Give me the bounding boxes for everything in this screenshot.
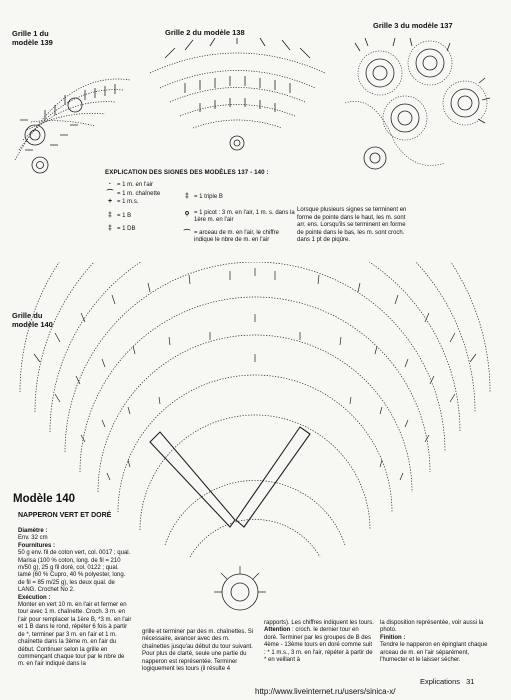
finition-text: Tendre le napperon en épinglant chaque arceau de m. en l'air séparément, l'humecter et le laisser sécher.	[380, 642, 488, 664]
legend-item-label: = 1 m. chaînette	[117, 190, 161, 197]
source-url: http://www.liveinternet.ru/users/sinica-x/	[255, 687, 396, 696]
column-4-text: la disposition représentée, voir aussi la photo.	[380, 620, 484, 634]
grille-3-title: Grille 3 du modèle 137	[373, 21, 453, 30]
legend-title: EXPLICATION DES SIGNES DES MODÈLES 137 - 140 :	[105, 169, 269, 176]
chain-stitch-icon: ·	[108, 181, 112, 188]
column-2-text: grille et terminer par des m. chaînettes. Si nécessaire, avancer avec des m. chaînettes jusqu'au début du tour suivant. Pour plus de clarté, seule une partie du napperon est représentée. Terminer logiquement les tours (il résulte 4	[142, 629, 254, 673]
legend-item-sc	[103, 198, 178, 207]
footer-section-label: Explications	[420, 677, 461, 686]
grille-140-title-line2: modèle 140	[12, 320, 53, 329]
grille-1-title-line1: Grille 1 du	[12, 29, 49, 38]
grille-1-diagram	[5, 50, 140, 175]
legend-left	[103, 181, 178, 234]
diametre-value: Env. 32 cm	[18, 535, 48, 542]
legend-note: Lorsque plusieurs signes se terminent en forme de pointe dans le haut, les m. sont arr. ens. Lorsqu'ils se terminent en forme de pointe dans le bas, les m. sont croch. dans 1 pt de piqûre.	[297, 207, 407, 243]
triple-treble-icon: ‡	[185, 193, 189, 200]
column-3	[264, 620, 374, 664]
legend-item-arch	[180, 230, 295, 245]
grille-3-diagram	[335, 33, 505, 183]
fournitures-text: 50 g env. fil de coton vert, col. 0017 ; qual. Marisa (100 % coton, long. de fil = 210 m/50 g), 25 g fil doré, col. 0122 ; qual. lamé (60 % Cupro, 40 % polyester, long. de fil = 85 m/25 g), les deux qual. de LANG. Crochet No 2.	[18, 550, 131, 594]
legend-item-label: = 1 DB	[117, 226, 136, 232]
single-crochet-icon: +	[107, 198, 113, 205]
grille-1-title-line2: modèle 139	[12, 38, 53, 47]
column-3-post: : croch. le dernier tour en doré. Terminer par les groupes de B des 4ème - 13ème tours en doré comme suit : * 1 m.s., 3 m. en l'air, répéter à partir de * en veillant à	[264, 627, 373, 664]
fournitures-label: Fournitures :	[18, 542, 55, 549]
grille-2-title: Grille 2 du modèle 138	[165, 28, 245, 37]
footer-section	[420, 677, 474, 686]
grille-2-diagram	[145, 38, 330, 158]
model-subtitle: NAPPERON VERT ET DORÉ	[18, 512, 112, 519]
treble-crochet-icon: ‡	[108, 225, 112, 232]
column-2	[142, 629, 254, 673]
page-number: 31	[466, 677, 475, 686]
finition-label: Finition :	[380, 634, 406, 641]
grille-1-title	[12, 29, 53, 47]
legend-item-label: = 1 triple B	[194, 194, 223, 200]
legend-item-label: = arceau de m. en l'air, le chiffre indique le nbre de m. en l'air	[194, 229, 279, 243]
column-4	[380, 620, 492, 664]
legend-item-picot	[180, 210, 295, 225]
legend-item-label: = 1 picot : 3 m. en l'air, 1 m. s. dans la 1ère m. en l'air	[194, 209, 295, 223]
legend-item-triple	[180, 193, 295, 202]
legend-item-label: = 1 B	[117, 212, 132, 219]
execution-label: Exécution :	[18, 594, 51, 601]
execution-text: Monter en vert 10 m. en l'air et fermer en tour avec 1 m. chaînette. Croch. 3 m. en l'air pour remplacer la 1ère B, *3 m. en l'air et 1 B dans le rond, répéter 6 fois à partir de *, terminer par 3 m. en l'air et 1 m. chaînette dans la 3ème m. en l'air du début. Continuer selon la grille en commençant chaque tour par le nbre de m. en l'air indiqué dans la	[18, 602, 132, 668]
attention-label: Attention	[264, 627, 291, 634]
legend-item-label: = 1 m. en l'air	[117, 182, 153, 188]
legend-item-slip	[103, 190, 178, 199]
legend-item-tr	[103, 225, 178, 234]
double-crochet-icon: ‡	[108, 211, 112, 219]
legend-item-chain	[103, 181, 178, 190]
picot-icon: ọ	[184, 209, 190, 217]
legend-item-dc	[103, 212, 178, 221]
arch-icon: ⌒	[183, 229, 191, 237]
slip-stitch-icon: ⌒	[106, 189, 114, 197]
column-1	[18, 528, 132, 669]
legend-item-label: = 1 m.s.	[117, 199, 139, 205]
diametre-label: Diamètre :	[18, 528, 48, 534]
column-3-pre: rapports). Les chiffres indiquent les tours.	[264, 620, 374, 626]
legend-right	[180, 193, 295, 245]
model-title: Modèle 140	[13, 493, 75, 505]
grille-140-title-line1: Grille du	[12, 311, 43, 320]
